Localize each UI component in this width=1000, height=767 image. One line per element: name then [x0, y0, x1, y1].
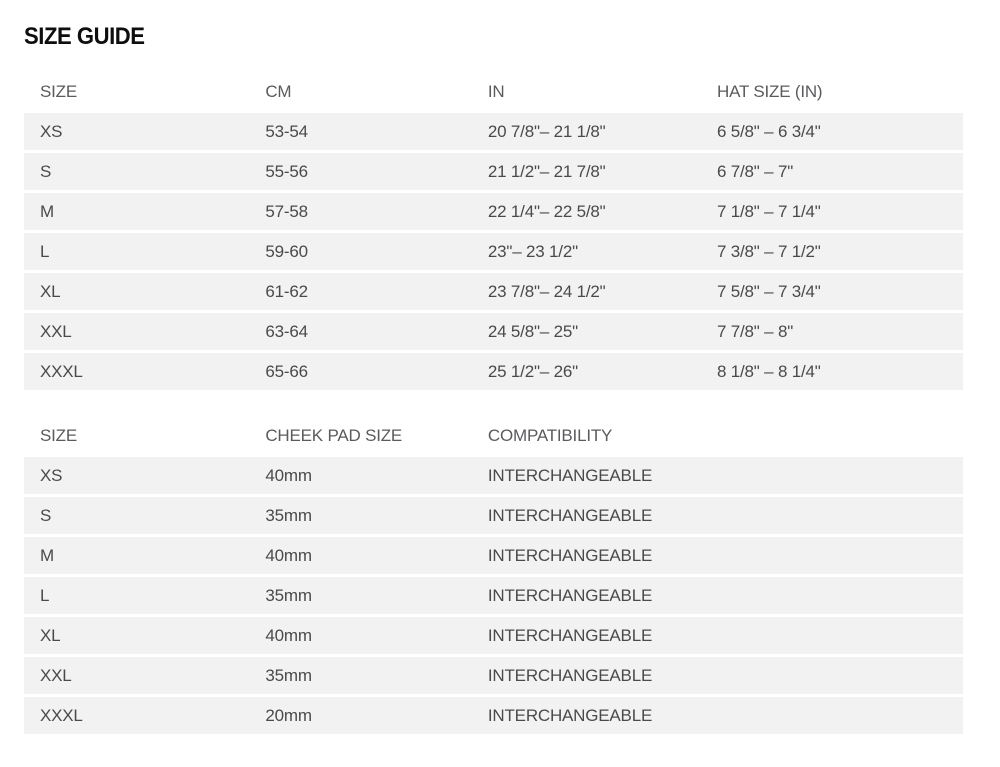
header-row — [24, 82, 963, 113]
table-cell: 59-60 — [249, 232, 472, 272]
table-cell: XXXL — [24, 696, 249, 736]
column-header: HAT SIZE (IN) — [717, 82, 823, 101]
table-cell: 55-56 — [249, 152, 472, 192]
table-cell: INTERCHANGEABLE — [472, 576, 963, 616]
table-row — [24, 312, 963, 352]
table-cell: M — [24, 192, 249, 232]
column-header: SIZE — [40, 426, 77, 445]
table-cell: M — [24, 536, 249, 576]
table-row — [24, 113, 963, 152]
table-row — [24, 616, 963, 656]
table-cell: INTERCHANGEABLE — [472, 496, 963, 536]
table-row — [24, 576, 963, 616]
table-cell: 21 1/2"– 21 7/8" — [472, 152, 701, 192]
table-cell: XXL — [24, 656, 249, 696]
table-cell: 23 7/8"– 24 1/2" — [472, 272, 701, 312]
column-header: COMPATIBILITY — [487, 426, 613, 445]
table-cell: INTERCHANGEABLE — [472, 457, 963, 496]
table-cell: 7 5/8" – 7 3/4" — [701, 272, 963, 312]
table-cell: 65-66 — [249, 352, 472, 392]
table-cell: 25 1/2"– 26" — [472, 352, 701, 392]
table-row — [24, 192, 963, 232]
table-cell: INTERCHANGEABLE — [472, 536, 963, 576]
table-cell: 7 7/8" – 8" — [701, 312, 963, 352]
table-row — [24, 696, 963, 736]
table-cell: XL — [24, 616, 249, 656]
table-cell: S — [24, 152, 249, 192]
table-cell: L — [24, 232, 249, 272]
column-header: CHEEK PAD SIZE — [265, 426, 403, 445]
table-cell: 35mm — [249, 496, 472, 536]
table-cell: 61-62 — [249, 272, 472, 312]
table-cell: 40mm — [249, 616, 472, 656]
table-row — [24, 457, 963, 496]
table-cell: L — [24, 576, 249, 616]
page-title: SIZE GUIDE — [24, 23, 145, 50]
table-cell: 7 1/8" – 7 1/4" — [701, 192, 963, 232]
table-row — [24, 536, 963, 576]
table-row — [24, 352, 963, 392]
cheek-pad-table — [24, 426, 963, 737]
column-header: SIZE — [40, 82, 77, 101]
table-cell: 8 1/8" – 8 1/4" — [701, 352, 963, 392]
head-size-table-body — [24, 113, 963, 392]
table-cell: 35mm — [249, 656, 472, 696]
table-cell: 40mm — [249, 457, 472, 496]
head-size-table — [24, 82, 963, 393]
table-row — [24, 232, 963, 272]
table-cell: S — [24, 496, 249, 536]
table-cell: 40mm — [249, 536, 472, 576]
table-cell: 24 5/8"– 25" — [472, 312, 701, 352]
table-cell: XS — [24, 457, 249, 496]
table-cell: 35mm — [249, 576, 472, 616]
table-cell: INTERCHANGEABLE — [472, 616, 963, 656]
table-cell: XS — [24, 113, 249, 152]
table-cell: INTERCHANGEABLE — [472, 656, 963, 696]
table-cell: INTERCHANGEABLE — [472, 696, 963, 736]
table-row — [24, 656, 963, 696]
column-header: CM — [265, 82, 292, 101]
column-header: IN — [487, 82, 505, 101]
table-row — [24, 496, 963, 536]
table-cell: 53-54 — [249, 113, 472, 152]
table-cell: 7 3/8" – 7 1/2" — [701, 232, 963, 272]
table-cell: 63-64 — [249, 312, 472, 352]
header-row — [24, 426, 963, 457]
table-cell: 23"– 23 1/2" — [472, 232, 701, 272]
table-row — [24, 272, 963, 312]
table-cell: XXXL — [24, 352, 249, 392]
table-cell: 22 1/4"– 22 5/8" — [472, 192, 701, 232]
table-cell: 6 5/8" – 6 3/4" — [701, 113, 963, 152]
table-cell: 57-58 — [249, 192, 472, 232]
table-row — [24, 152, 963, 192]
table-cell: XXL — [24, 312, 249, 352]
table-cell: 20mm — [249, 696, 472, 736]
table-cell: XL — [24, 272, 249, 312]
cheek-pad-table-body — [24, 457, 963, 736]
table-cell: 6 7/8" – 7" — [701, 152, 963, 192]
table-cell: 20 7/8"– 21 1/8" — [472, 113, 701, 152]
